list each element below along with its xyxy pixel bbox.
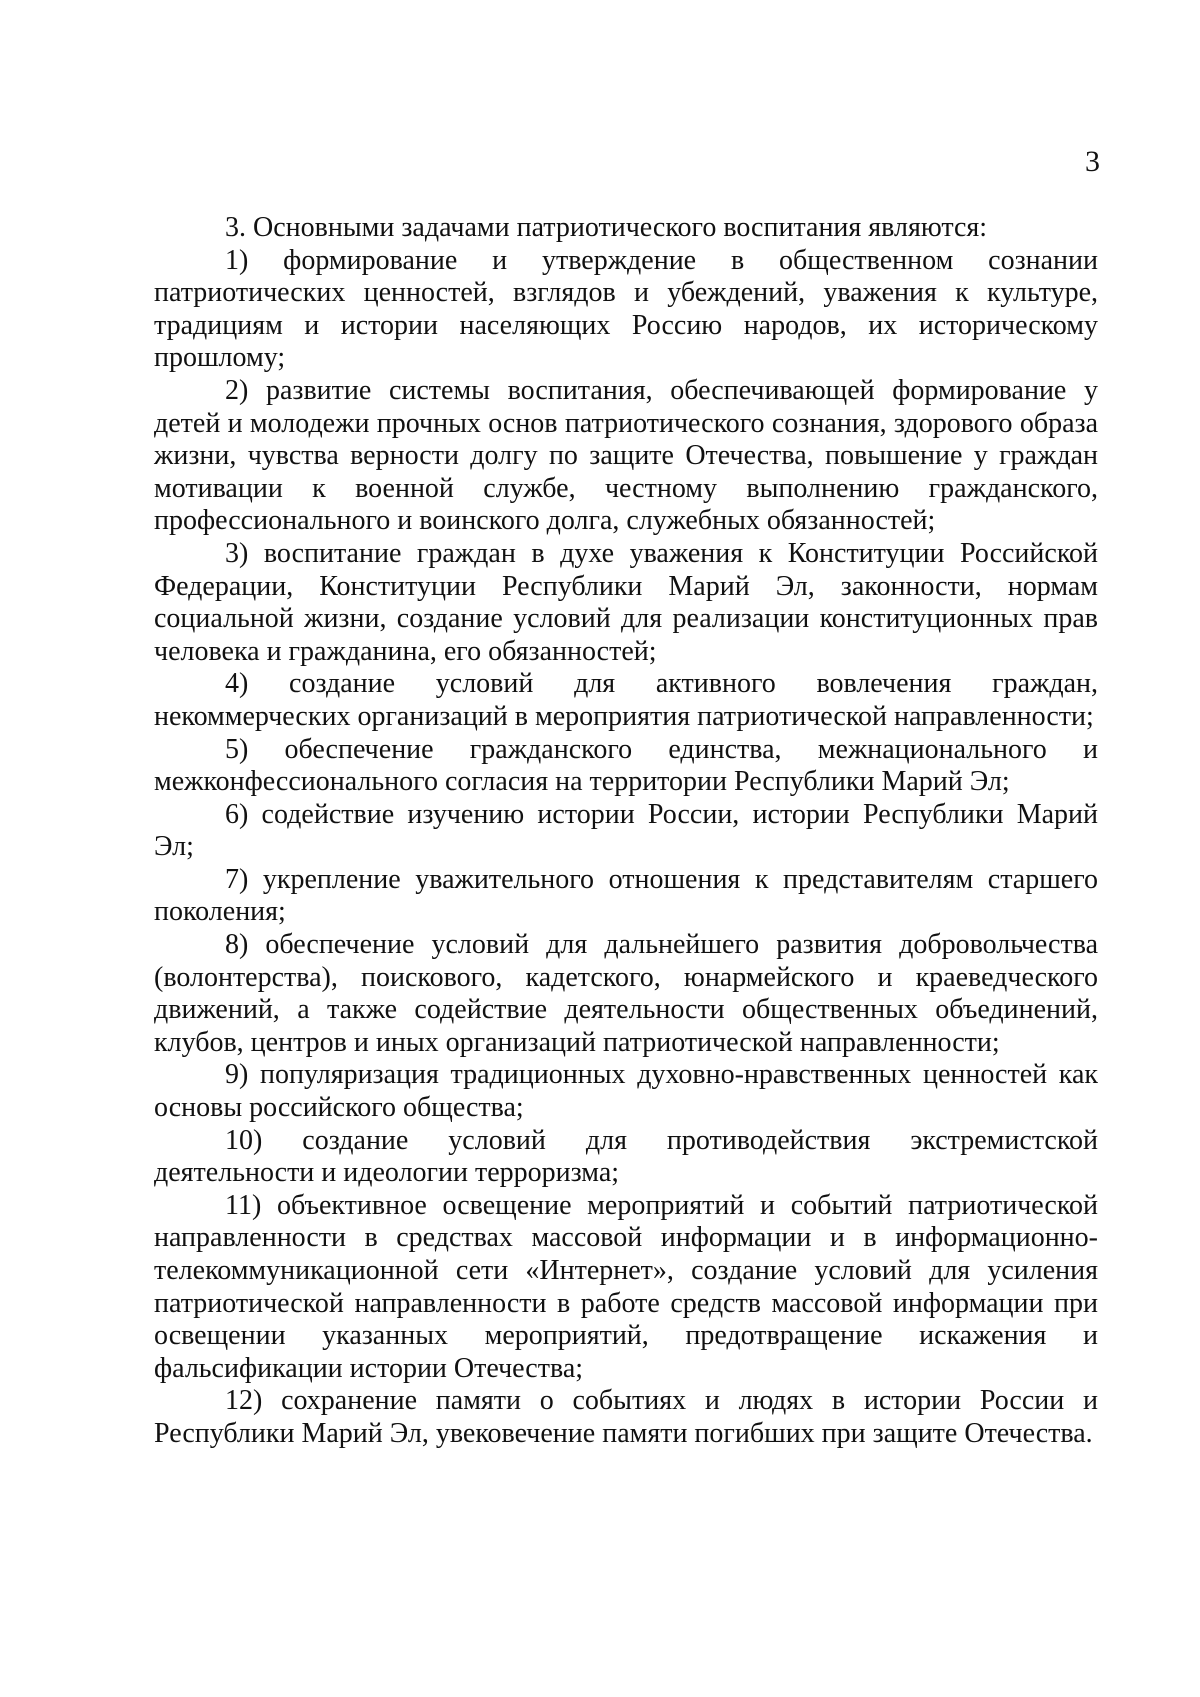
list-item-9: 9) популяризация традиционных духовно-нравственных ценностей как основы российского общества; <box>154 1059 1098 1124</box>
list-item-7: 7) укрепление уважительного отношения к представителям старшего поколения; <box>154 863 1098 928</box>
section-heading: 3. Основными задачами патриотического воспитания являются: <box>225 212 988 243</box>
list-item-1: 1) формирование и утверждение в общественном сознании патриотических ценностей, взглядов и убеждений, уважения к культуре, традициям и истории населяющих Россию народов, их историческому прошлому; <box>154 244 1098 374</box>
list-item-6: 6) содействие изучению истории России, истории Республики Марий Эл; <box>154 798 1098 863</box>
list-item-4: 4) создание условий для активного вовлечения граждан, некоммерческих организаций в мероприятия патриотической направленности; <box>154 668 1098 732</box>
list-item-11: 11) объективное освещение мероприятий и событий патриотической направленности в средствах массовой информации и в информационно-телекоммуникационной сети «Интернет», создание условий для усиления патриотической направленности в работе средств массовой информации при освещении указанных мероприятий, предотвращение искажения и фальсификации истории Отечества; <box>154 1189 1098 1384</box>
document-body <box>154 212 1098 1451</box>
page-number: 3 <box>1085 145 1100 178</box>
list-item-5: 5) обеспечение гражданского единства, межнационального и межконфессионального согласия на территории Республики Марий Эл; <box>154 733 1098 798</box>
list-item-12: 12) сохранение памяти о событиях и людях в истории России и Республики Марий Эл, увековечение памяти погибших при защите Отечества. <box>154 1385 1098 1449</box>
list-item-3: 3) воспитание граждан в духе уважения к Конституции Российской Федерации, Конституции Республики Марий Эл, законности, нормам социальной жизни, создание условий для реализации конституционных прав человека и гражданина, его обязанностей; <box>154 537 1098 667</box>
list-item-10: 10) создание условий для противодействия экстремистской деятельности и идеологии терроризма; <box>154 1124 1098 1189</box>
list-item-2: 2) развитие системы воспитания, обеспечивающей формирование у детей и молодежи прочных основ патриотического сознания, здорового образа жизни, чувства верности долгу по защите Отечества, повышение у граждан мотивации к военной службе, честному выполнению гражданского, профессионального и воинского долга, служебных обязанностей; <box>154 374 1098 537</box>
list-item-8: 8) обеспечение условий для дальнейшего развития добровольчества (волонтерства), поискового, кадетского, юнармейского и краеведческого движений, а также содействие деятельности общественных объединений, клубов, центров и иных организаций патриотической направленности; <box>154 929 1098 1058</box>
